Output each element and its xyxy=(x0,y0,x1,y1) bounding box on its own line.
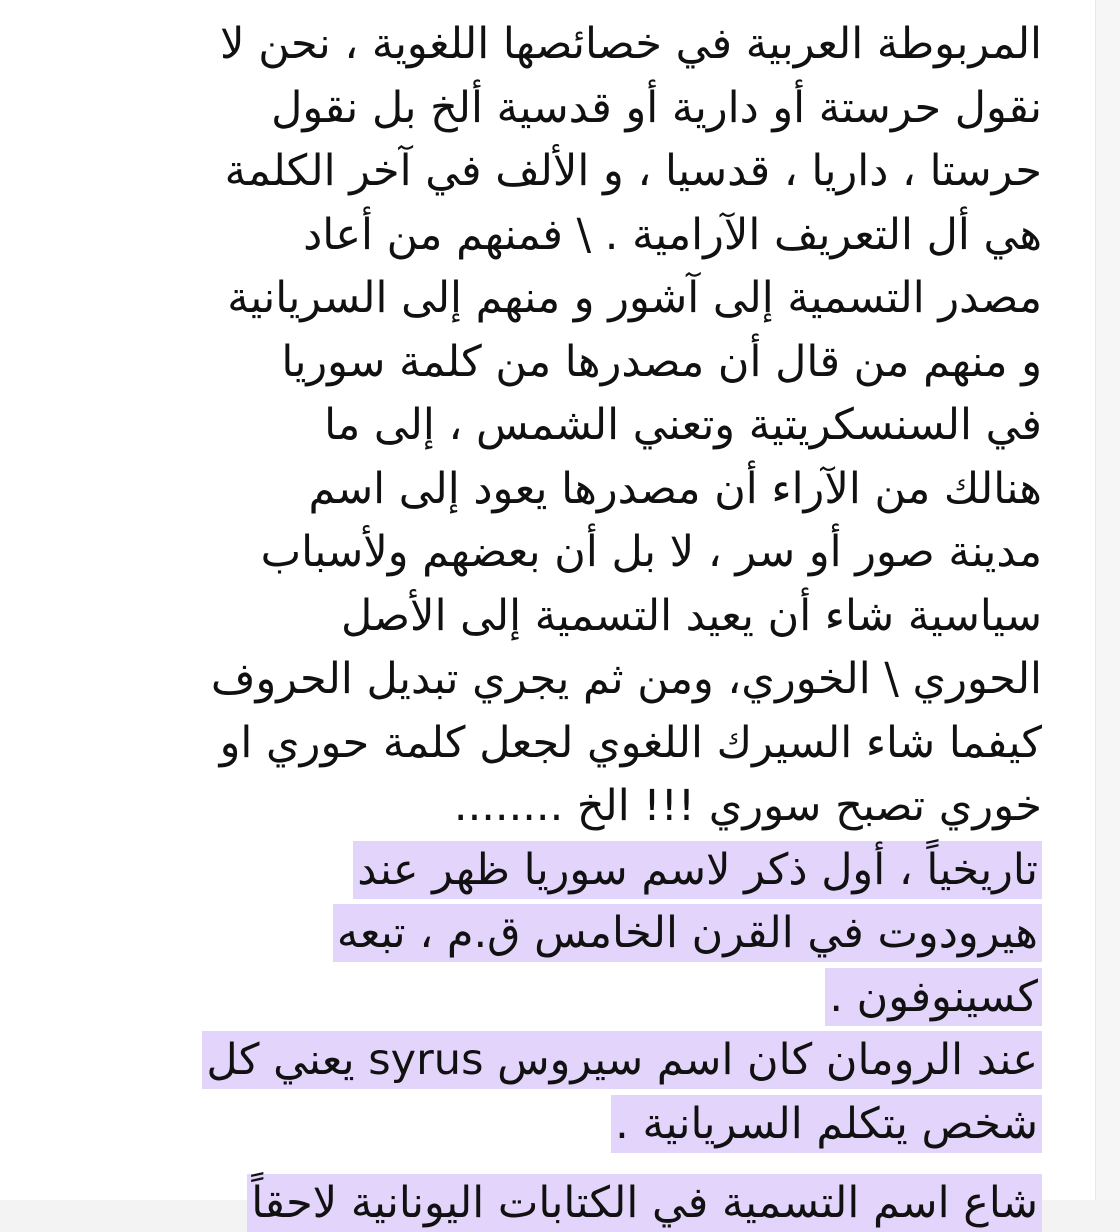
text-line: و منهم من قال أن مصدرها من كلمة سوريا xyxy=(281,336,1042,387)
highlighted-text: تاريخياً ، أول ذكر لاسم سوريا ظهر عند xyxy=(353,841,1042,899)
article-text xyxy=(70,13,1042,1156)
page-edge xyxy=(1095,0,1120,1200)
text-line: هي أل التعريف الآرامية . \ فمنهم من أعاد xyxy=(303,209,1042,260)
text-line: في السنسكريتية وتعني الشمس ، إلى ما xyxy=(324,400,1042,450)
highlighted-line-row xyxy=(70,1029,1042,1093)
text-line: خوري تصبح سوري !!! الخ ........ xyxy=(453,781,1042,831)
highlighted-line-row xyxy=(70,1093,1042,1157)
highlighted-line-row xyxy=(70,966,1042,1030)
text-line: سياسية شاء أن يعيد التسمية إلى الأصل xyxy=(340,590,1042,641)
text-line: المربوطة العربية في خصائصها اللغوية ، نحن لا xyxy=(220,19,1042,69)
text-line: الحوري \ الخوري، ومن ثم يجري تبديل الحروف xyxy=(210,654,1042,704)
text-line: هنالك من الآراء أن مصدرها يعود إلى اسم xyxy=(308,463,1042,514)
highlighted-text: هيرودوت في القرن الخامس ق.م ، تبعه xyxy=(333,904,1042,962)
cut-off-line xyxy=(70,1170,1042,1228)
text-line: حرستا ، داريا ، قدسيا ، و الألف في آخر الكلمة xyxy=(224,146,1042,196)
text-line: مدينة صور أو سر ، لا بل أن بعضهم ولأسباب xyxy=(260,527,1042,577)
highlighted-line-row xyxy=(70,902,1042,966)
highlighted-text: عند الرومان كان اسم سيروس syrus يعني كل xyxy=(202,1031,1042,1089)
highlighted-text: كسينوفون . xyxy=(825,968,1042,1026)
text-line: مصدر التسمية إلى آشور و منهم إلى السريانية xyxy=(227,273,1042,323)
highlighted-text: شاع اسم التسمية في الكتابات اليونانية لاحقاً xyxy=(247,1174,1042,1232)
highlighted-line-row xyxy=(70,839,1042,903)
text-line: كيفما شاء السيرك اللغوي لجعل كلمة حوري او xyxy=(219,717,1042,768)
highlighted-text: شخص يتكلم السريانية . xyxy=(611,1095,1042,1153)
text-line: نقول حرستة أو دارية أو قدسية ألخ بل نقول xyxy=(271,82,1042,133)
